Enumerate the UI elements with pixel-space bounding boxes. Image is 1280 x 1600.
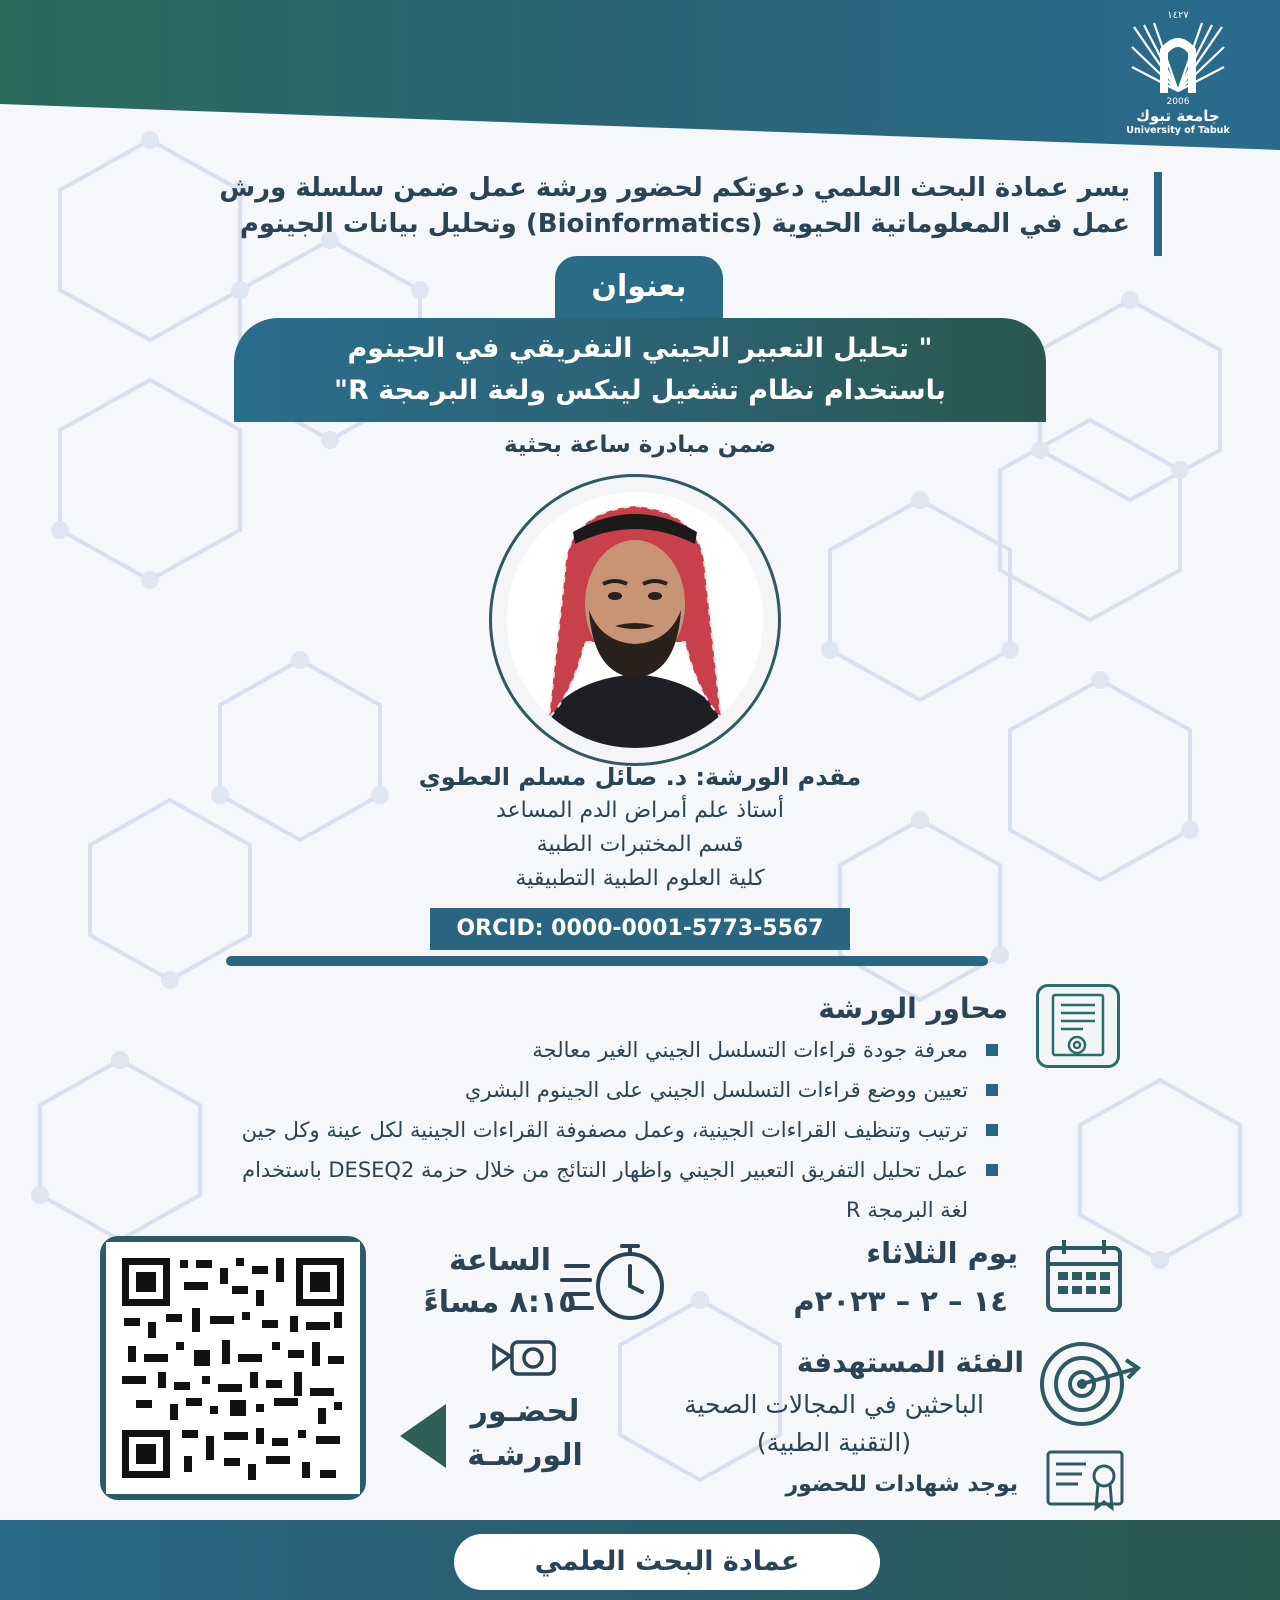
document-gear-icon	[1036, 984, 1120, 1068]
axes-list	[78, 1030, 998, 1230]
attend-line-1: لحضـور	[470, 1394, 580, 1429]
time-value: ٨:١٥ مساءً	[423, 1285, 577, 1320]
bullet-icon	[986, 1084, 998, 1096]
audience-title: الفئة المستهدفة	[796, 1346, 1024, 1379]
workshop-title	[234, 318, 1046, 422]
intro-text	[120, 170, 1130, 242]
axes-item-2: تعيين ووضع قراءات التسلسل الجيني على الجينوم البشري	[464, 1078, 968, 1102]
intro-line-1: يسر عمادة البحث العلمي دعوتكم لحضور ورشة عمل ضمن سلسلة ورش	[219, 173, 1130, 203]
list-item	[78, 1150, 998, 1230]
axes-item-4-cont: لغة البرمجة R	[846, 1198, 968, 1222]
logo-year-hijri: ١٤٢٧	[1167, 10, 1189, 21]
presenter-portrait	[507, 492, 763, 748]
axes-title: محاور الورشة	[818, 992, 1008, 1025]
list-item	[78, 1110, 998, 1150]
presenter-department: قسم المختبرات الطبية	[536, 832, 744, 857]
event-date: ١٤ – ٢ – ٢٠٢٣م	[793, 1284, 1008, 1318]
logo-name-en: University of Tabuk	[1126, 125, 1230, 136]
orcid-badge: ORCID: 0000-0001-5773-5567	[430, 908, 850, 950]
play-arrow-icon	[400, 1404, 446, 1468]
certificate-icon	[1044, 1448, 1126, 1514]
qr-code-icon	[106, 1242, 360, 1494]
bullet-icon	[986, 1164, 998, 1176]
logo-name-ar: جامعة تبوك	[1136, 107, 1220, 125]
event-day: يوم الثلاثاء	[866, 1236, 1018, 1270]
calendar-icon	[1044, 1236, 1124, 1314]
registration-qr-code[interactable]	[100, 1236, 366, 1500]
logo-year-est: 2006	[1166, 97, 1190, 107]
initiative-subtitle: ضمن مبادرة ساعة بحثية	[503, 432, 777, 458]
title-line-1: " تحليل التعبير الجيني التفريقي في الجينوم	[347, 333, 933, 364]
presenter-position: أستاذ علم أمراض الدم المساعد	[496, 798, 784, 823]
axes-item-1: معرفة جودة قراءات التسلسل الجيني الغير معالجة	[532, 1038, 968, 1062]
title-line-2: باستخدام نظام تشغيل لينكس ولغة البرمجة R"	[334, 375, 946, 406]
target-icon	[1038, 1338, 1144, 1430]
list-item	[78, 1070, 998, 1110]
top-banner	[0, 0, 1280, 150]
bullet-icon	[986, 1044, 998, 1056]
intro-accent-bar	[1154, 172, 1162, 256]
audience-line-2: (التقنية الطبية)	[756, 1428, 912, 1457]
video-camera-icon	[490, 1336, 560, 1380]
intro-line-2: عمل في المعلوماتية الحيوية (Bioinformatics) وتحليل بيانات الجينوم	[239, 209, 1130, 239]
university-logo	[1122, 10, 1234, 136]
axes-item-3: ترتيب وتنظيف القراءات الجينية، وعمل مصفوفة القراءات الجينية لكل عينة وكل جين	[241, 1118, 968, 1142]
stopwatch-icon	[560, 1236, 670, 1326]
bullet-icon	[986, 1124, 998, 1136]
presenter-info	[0, 760, 1280, 896]
audience-line-1: الباحثين في المجالات الصحية	[684, 1390, 984, 1419]
attend-label	[450, 1390, 600, 1478]
presenter-name: مقدم الورشة: د. صائل مسلم العطوي	[418, 763, 862, 791]
axes-item-4: عمل تحليل التفريق التعبير الجيني واظهار النتائج من خلال حزمة DESEQ2 باستخدام	[242, 1158, 968, 1182]
audience-body	[644, 1386, 1024, 1462]
title-tab: بعنوان	[555, 256, 723, 318]
footer-title: عمادة البحث العلمي	[454, 1534, 880, 1590]
section-divider	[226, 956, 988, 966]
list-item	[78, 1030, 998, 1070]
university-emblem-icon	[1130, 21, 1226, 99]
presenter-photo	[507, 492, 763, 748]
presenter-college: كلية العلوم الطبية التطبيقية	[515, 866, 765, 891]
certificates-note: يوجد شهادات للحضور	[785, 1472, 1018, 1497]
time-label: الساعة	[448, 1243, 552, 1278]
attend-line-2: الورشـة	[467, 1438, 583, 1473]
